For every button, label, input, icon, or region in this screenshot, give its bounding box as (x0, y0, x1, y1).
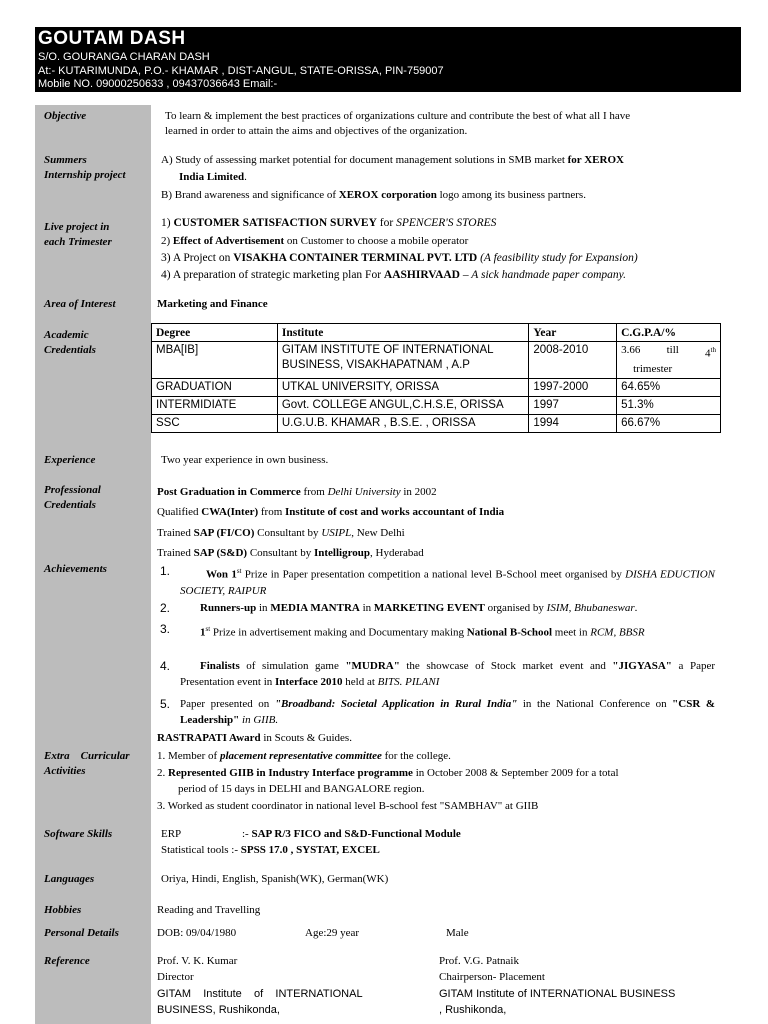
achievement-item: 1. Won 1st Prize in Paper presentation competition a national level B-School meet organised by DISHA EDUCTION SOCIETY, RAIPUR (160, 564, 716, 597)
ref2-org-2: , Rushikonda, (439, 1004, 507, 1016)
cell-degree: SSC (152, 414, 278, 432)
extra-activity-2-cont: period of 15 days in DELHI and BANGALORE region. (178, 783, 425, 795)
summers-item-a: A) Study of assessing market potential for document management solutions in SMB market for XEROX (161, 154, 624, 166)
software-stat: Statistical tools :- SPSS 17.0 , SYSTAT, EXCEL (161, 844, 380, 856)
live-project-2: 2) Effect of Advertisement on Customer to choose a mobile operator (161, 235, 469, 247)
label-hobbies: Hobbies (44, 904, 82, 916)
languages-text: Oriya, Hindi, English, Spanish(WK), German(WK) (161, 873, 389, 885)
personal-gender: Male (446, 927, 469, 939)
cell-cgpa: 64.65% (617, 378, 721, 396)
live-project-1: 1) CUSTOMER SATISFACTION SURVEY for SPENCER'S STORES (161, 217, 497, 229)
cell-degree: GRADUATION (152, 378, 278, 396)
table-row (152, 378, 721, 396)
candidate-name: GOUTAM DASH (38, 28, 186, 49)
summers-item-a-cont: India Limited. (179, 171, 247, 183)
ref2-org: GITAM Institute of INTERNATIONAL BUSINESS (439, 988, 676, 1000)
table-row (152, 396, 721, 414)
col-year: Year (529, 324, 617, 342)
professional-1: Post Graduation in Commerce from Delhi University in 2002 (157, 486, 437, 498)
table-row (152, 342, 721, 379)
ref2-name: Prof. V.G. Patnaik (439, 955, 519, 967)
personal-dob: DOB: 09/04/1980 (157, 927, 237, 939)
objective-line-1: To learn & implement the best practices of organizations culture and contribute the best of what all I have (165, 110, 631, 122)
label-reference: Reference (44, 955, 90, 967)
label-software: Software Skills (44, 828, 113, 840)
parent-name: S/O. GOURANGA CHARAN DASH (38, 51, 210, 63)
software-erp-label: ERP (161, 828, 182, 840)
label-languages: Languages (44, 873, 95, 885)
cell-year: 1997-2000 (529, 378, 617, 396)
academic-table (151, 323, 721, 433)
personal-age: Age:29 year (305, 927, 360, 939)
label-live-project: Live project in each Trimester (44, 221, 112, 248)
cell-year: 1997 (529, 396, 617, 414)
cell-degree: INTERMIDIATE (152, 396, 278, 414)
extra-activity-1: 1. Member of placement representative committee for the college. (157, 750, 451, 762)
cell-cgpa: 66.67% (617, 414, 721, 432)
ref1-name: Prof. V. K. Kumar (157, 955, 238, 967)
col-institute: Institute (277, 324, 528, 342)
extra-activity-2: 2. Represented GIIB in Industry Interface programme in October 2008 & September 2009 for a total (157, 767, 619, 779)
label-summers: Summers Internship project (44, 154, 126, 181)
cell-institute: Govt. COLLEGE ANGUL,C.H.S.E, ORISSA (277, 396, 528, 414)
col-cgpa: C.G.P.A/% (617, 324, 721, 342)
table-header-row (152, 324, 721, 342)
label-academic: Academic Credentials (44, 329, 96, 356)
cell-year: 2008-2010 (529, 342, 617, 379)
area-of-interest: Marketing and Finance (157, 298, 268, 310)
hobbies-text: Reading and Travelling (157, 904, 261, 916)
cell-degree: MBA[IB] (152, 342, 278, 379)
achievement-item: 4. Finalists of simulation game "MUDRA" the showcase of Stock market event and "JIGYASA" a Paper Presentation event in Interface 2010 held at BITS. PILANI (160, 659, 715, 688)
col-degree: Degree (152, 324, 278, 342)
cell-institute: UTKAL UNIVERSITY, ORISSA (277, 378, 528, 396)
extra-activity-3: 3. Worked as student coordinator in national level B-school fest "SAMBHAV" at GIIB (157, 800, 539, 812)
achievement-item: 5. Paper presented on "Broadband: Societal Application in Rural India" in the National Conference on "CSR & Leadership" in GIIB. (160, 697, 715, 726)
professional-2: Qualified CWA(Inter) from Institute of cost and works accountant of India (157, 506, 505, 518)
achievement-item: 2. Runners-up in MEDIA MANTRA in MARKETING EVENT organised by ISIM, Bhubaneswar. (160, 601, 638, 615)
live-project-3: 3) A Project on VISAKHA CONTAINER TERMINAL PVT. LTD (A feasibility study for Expansion) (161, 252, 638, 264)
label-achievements: Achievements (44, 563, 107, 575)
achievement-item: 3. 1st Prize in advertisement making and Documentary making National B-School meet in RCM, BBSR (160, 622, 645, 639)
cell-institute: U.G.U.B. KHAMAR , B.S.E. , ORISSA (277, 414, 528, 432)
cell-cgpa: 51.3% (617, 396, 721, 414)
experience-text: Two year experience in own business. (161, 454, 329, 466)
cell-year: 1994 (529, 414, 617, 432)
ref1-org: GITAM Institute of INTERNATIONAL (157, 988, 363, 1000)
ref2-title: Chairperson- Placement (439, 971, 545, 983)
cell-institute: GITAM INSTITUTE OF INTERNATIONAL BUSINESS, VISAKHAPATNAM , A.P (277, 342, 528, 379)
label-area-of-interest: Area of Interest (44, 298, 116, 310)
cell-cgpa: 3.66 till 4th trimester (617, 342, 721, 379)
label-personal: Personal Details (44, 927, 119, 939)
professional-3: Trained SAP (FI/CO) Consultant by USIPL, New Delhi (157, 527, 405, 539)
label-experience: Experience (44, 454, 96, 466)
live-project-4: 4) A preparation of strategic marketing plan For AASHIRVAAD – A sick handmade paper company. (161, 269, 626, 281)
ref1-org-2: BUSINESS, Rushikonda, (157, 1004, 280, 1016)
label-professional: Professional Credentials (44, 484, 101, 511)
table-row (152, 414, 721, 432)
objective-line-2: learned in order to attain the aims and objectives of the organization. (165, 125, 468, 137)
software-erp-value: :- SAP R/3 FICO and S&D-Functional Module (242, 828, 461, 840)
contact-info: Mobile NO. 09000250633 , 09437036643 Email:- (38, 78, 278, 90)
ref1-title: Director (157, 971, 194, 983)
address: At:- KUTARIMUNDA, P.O.- KHAMAR , DIST-ANGUL, STATE-ORISSA, PIN-759007 (38, 65, 444, 77)
summers-item-b: B) Brand awareness and significance of XEROX corporation logo among its business partners. (161, 189, 586, 201)
resume-header (35, 27, 741, 92)
rastrapati-award: RASTRAPATI Award in Scouts & Guides. (157, 732, 352, 744)
professional-4: Trained SAP (S&D) Consultant by Intelligroup, Hyderabad (157, 547, 424, 559)
label-extra-curricular: Extra Curricular Activities (44, 750, 130, 777)
label-objective: Objective (44, 110, 87, 122)
